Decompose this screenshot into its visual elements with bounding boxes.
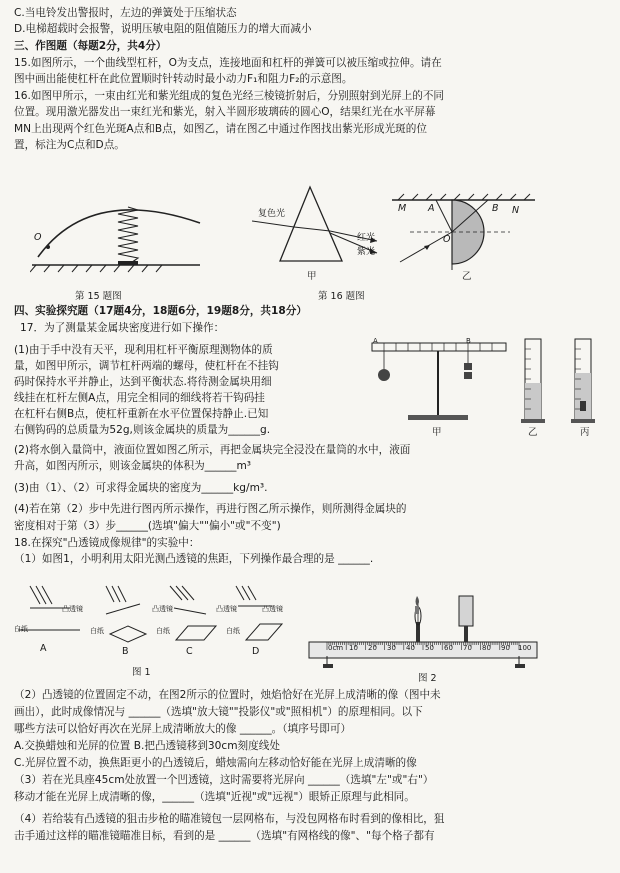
question-17-3-line: (3)由（1）、（2）可求得金属块的密度为______kg/m³. xyxy=(14,482,268,494)
question-18-2-line-3: 哪些方法可以恰好再次在光屏上成清晰放大的像 ______。（填序号即可） xyxy=(14,723,352,735)
question-18-3-line-1: （3）若在光具座45cm处放置一个凹透镜，这时需要将光屏向 ______（选填"左"或"右"） xyxy=(14,774,434,786)
question-18-2-line-1: （2）凸透镜的位置固定不动，在图2所示的位置时，烛焰恰好在光屏上成清晰的像（图中未 xyxy=(14,689,441,701)
figure-18-option-b-label: B xyxy=(122,646,129,657)
figure-16-caption: 第 16 题图 xyxy=(318,291,365,302)
figure-16-yi-label: 乙 xyxy=(462,271,472,282)
figure-16-jia-label: 甲 xyxy=(307,271,317,282)
ruler-tick-10: 10 xyxy=(349,644,358,652)
question-18-4-line-1: （4）若给装有凸透镜的狙击步枪的瞄准镜包一层网格布，与没包网格布时看到的像相比，狙 xyxy=(14,813,445,825)
figure-16-violet-light-label: 紫光 xyxy=(357,247,376,257)
question-17-1-line-5: 在杠杆右侧B点，使杠杆重新在水平位置保持静止.已知 xyxy=(14,408,269,420)
figure-18-option-d-paper-label: 白纸 xyxy=(226,627,240,635)
question-18-options-ab: A.交换蜡烛和光屏的位置 B.把凸透镜移到30cm刻度线处 xyxy=(14,740,280,752)
figure-17-bing-label: 丙 xyxy=(580,427,590,438)
question-16-line-2: 位置。现用激光器发出一束红光和紫光，射入半圆形玻璃砖的圆心O，结果红光在水平屏幕 xyxy=(14,106,436,118)
question-18-3-line-2: 移动才能在光屏上成清晰的像，______（选填"近视"或"远视"）眼矫正原理与此相同。 xyxy=(14,791,415,803)
question-15-line-2: 图中画出能使杠杆在此位置顺时针转动时最小动力F₁和阻力F₂的示意图。 xyxy=(14,73,353,85)
figure-16-red-light-label: 红光 xyxy=(357,233,376,243)
figure-18-option-b-paper-label: 白纸 xyxy=(90,627,104,635)
section-4-heading: 四、实验探究题（17题4分，18题6分，19题8分，共18分） xyxy=(14,305,307,317)
question-16-line-1: 16.如图甲所示，一束由红光和紫光组成的复色光经三棱镜折射后，分别照射到光屏上的不同 xyxy=(14,90,445,102)
figure-18-option-d-label: D xyxy=(252,646,260,657)
figure-15-pivot-label: O xyxy=(34,232,42,243)
question-17-4-line-2: 密度相对于第（3）步______(选填"偏大""偏小"或"不变") xyxy=(14,520,281,532)
question-17-1-line-6: 右侧钩码的总质量为52g,则该金属块的质量为______g. xyxy=(14,424,271,436)
figure-18-fig1-caption: 图 1 xyxy=(132,667,151,678)
ruler-tick-20: 20 xyxy=(368,644,377,652)
question-18-option-c: C.光屏位置不动，换焦距更小的凸透镜后，蜡烛需向左移动恰好能在光屏上成清晰的像 xyxy=(14,757,417,769)
figure-18-option-d-lens-label: 凸透镜 xyxy=(262,605,283,613)
question-17-2-line-1: (2)将水倒入量筒中，液面位置如图乙所示，再把金属块完全浸没在量筒的水中，液面 xyxy=(14,444,411,456)
figure-16-o-label: O xyxy=(443,234,451,245)
question-16-line-4: 置，标注为C点和D点。 xyxy=(14,139,125,151)
question-15-line-1: 15.如图所示，一个曲线型杠杆，O为支点，连接地面和杠杆的弹簧可以被压缩或拉伸。请在 xyxy=(14,57,442,69)
figure-18-option-c-lens-label: 凸透镜 xyxy=(216,605,237,613)
ruler-tick-30: 30 xyxy=(387,644,396,652)
question-17-1-line-2: 量，如图甲所示，调节杠杆两端的螺母，使杠杆在不挂钩 xyxy=(14,360,279,372)
ruler-tick-60: 60 xyxy=(444,644,453,652)
question-18-2-line-2: 画出），此时成像情况与 ______（选填"放大镜""投影仪"或"照相机"）的原理相同。以下 xyxy=(14,706,423,718)
question-17-4-line-1: (4)若在第（2）步中先进行图丙所示操作，再进行图乙所示操作，则所测得金属块的 xyxy=(14,503,407,515)
figure-16-a-label: A xyxy=(428,203,435,214)
figure-17-b-label: B xyxy=(466,337,471,345)
figure-18-option-b-lens-label: 凸透镜 xyxy=(152,605,173,613)
figure-18-focal-length-options xyxy=(10,580,285,660)
ruler-tick-100: 100 xyxy=(518,644,532,652)
figure-17-graduated-cylinders xyxy=(515,333,615,428)
ruler-tick-0: 0cm xyxy=(328,644,344,652)
figure-15-lever-diagram xyxy=(30,175,205,275)
ruler-tick-90: 90 xyxy=(501,644,510,652)
figure-17-a-label: A xyxy=(373,337,378,345)
figure-16-b-label: B xyxy=(492,203,499,214)
option-d-line: D.电梯超载时会报警，说明压敏电阻的阻值随压力的增大而减小 xyxy=(14,23,312,35)
figure-18-optical-bench xyxy=(305,590,545,670)
ruler-tick-80: 80 xyxy=(482,644,491,652)
question-17-1-line-4: 线挂在杠杆左侧A点，用完全相同的细线将若干钩码挂 xyxy=(14,392,265,404)
question-17-1-line-3: 码时保持水平并静止，达到平衡状态.将待测金属块用细 xyxy=(14,376,272,388)
question-18-1-line: （1）如图1，小明利用太阳光测凸透镜的焦距，下列操作最合理的是 ______. xyxy=(14,553,374,565)
figure-17-yi-label: 乙 xyxy=(528,427,538,438)
figure-17-jia-label: 甲 xyxy=(432,427,442,438)
figure-16-m-label: M xyxy=(398,203,407,214)
figure-18-option-c-label: C xyxy=(186,646,193,657)
question-17-2-line-2: 升高，如图丙所示，则该金属块的体积为______m³ xyxy=(14,460,252,472)
option-c-line: C.当电铃发出警报时，左边的弹簧处于压缩状态 xyxy=(14,7,237,19)
ruler-tick-40: 40 xyxy=(406,644,415,652)
figure-15-caption: 第 15 题图 xyxy=(75,291,122,302)
section-3-heading: 三、作图题（每题2分，共4分） xyxy=(14,40,167,52)
question-17-intro: 17．为了测量某金属块密度进行如下操作： xyxy=(20,322,225,334)
figure-16-n-label: N xyxy=(512,205,520,216)
figure-18-fig2-caption: 图 2 xyxy=(418,673,437,684)
figure-18-option-a-paper-label: 白纸 xyxy=(14,625,28,633)
question-18-4-line-2: 击手通过这样的瞄准镜瞄准目标，看到的是 ______（选填"有网格线的像"、"每个格子都有 xyxy=(14,830,435,842)
ruler-tick-70: 70 xyxy=(463,644,472,652)
ruler-tick-50: 50 xyxy=(425,644,434,652)
figure-18-option-a-lens-label: 凸透镜 xyxy=(62,605,83,613)
figure-16-composite-light-label: 复色光 xyxy=(258,209,286,219)
figure-17-lever-balance-diagram xyxy=(368,333,513,423)
question-17-1-line-1: (1)由于手中没有天平，现利用杠杆平衡原理测物体的质 xyxy=(14,344,273,356)
question-18-intro: 18.在探究"凸透镜成像规律"的实验中： xyxy=(14,537,200,549)
figure-18-option-a-label: A xyxy=(40,643,47,654)
figure-18-option-c-paper-label: 白纸 xyxy=(156,627,170,635)
question-16-line-3: MN上出现两个红色光斑A点和B点，如图乙，请在图乙中通过作图找出紫光形成光斑的位 xyxy=(14,123,427,135)
